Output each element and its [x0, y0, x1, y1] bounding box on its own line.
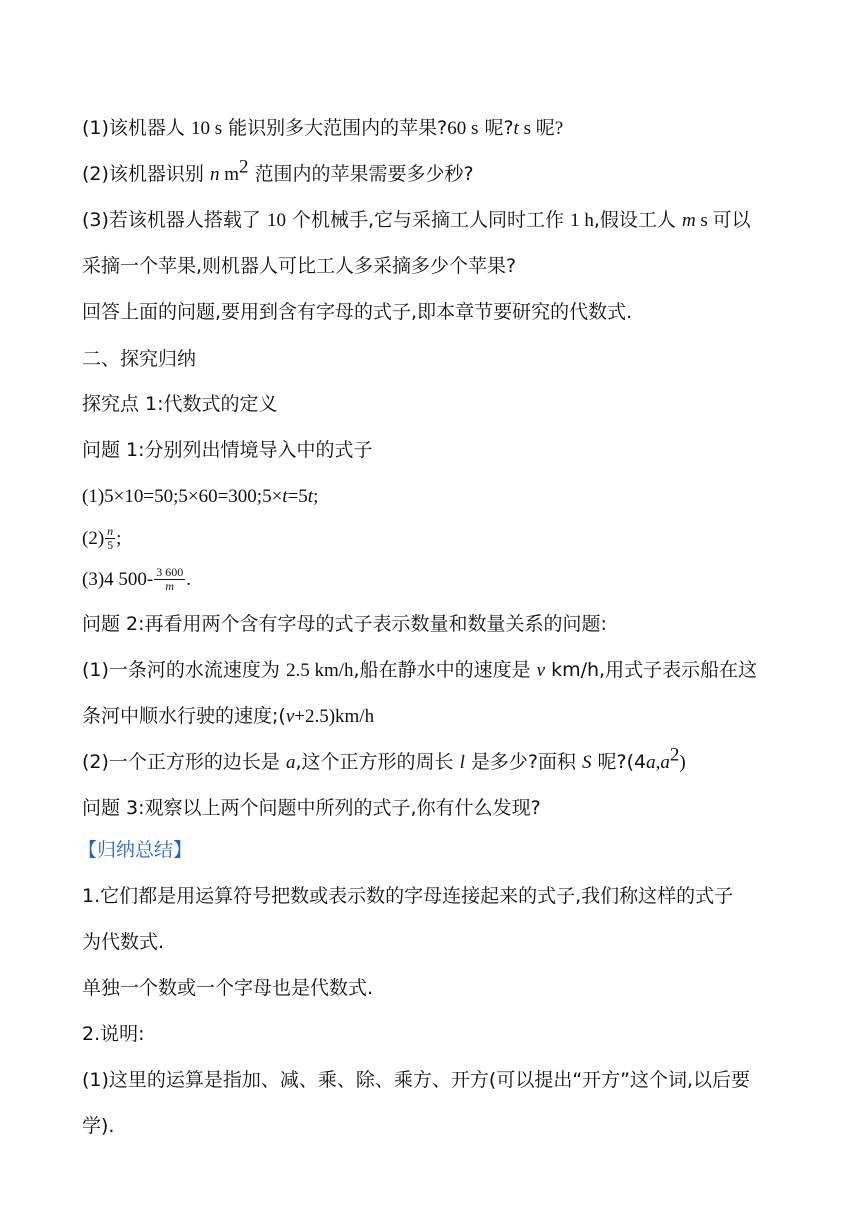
intro-conclusion: 回答上面的问题,要用到含有字母的式子,即本章节要研究的代数式.: [82, 301, 633, 323]
summary-2-item-1-line-2: 学).: [82, 1115, 115, 1137]
problem-2-item-2: (2)一个正方形的边长是 a,这个正方形的周长 l 是多少?面积 S 呢$?(4a,a^2)$: [82, 744, 686, 773]
question-1: (1)该机器人 10 s 能识别多大范围内的苹果?60 s 呢?t s 呢?: [82, 117, 564, 139]
question-2: (2)该机器识别 n $m^2$ 范围内的苹果需要多少秒?: [82, 156, 474, 185]
section-heading: 二、探究归纳: [82, 348, 197, 370]
answer-3: (3)4 500- $\frac{3 600}{m}$ .: [82, 565, 191, 593]
summary-1-note: 单独一个数或一个字母也是代数式.: [82, 977, 374, 999]
summary-2-item-1-line-1: (1)这里的运算是指加、减、乘、除、乘方、开方(可以提出“开方”这个词,以后要: [82, 1069, 751, 1091]
question-3-line-1: (3)若该机器人搭载了 10 个机械手,它与采摘工人同时工作 1 h,假设工人 m s 可以: [82, 209, 751, 231]
fraction-n-over-5: $\frac{n}{5}$: [107, 524, 114, 552]
summary-1-line-2: 为代数式.: [82, 931, 165, 953]
summary-2-heading: 2.说明:: [82, 1023, 145, 1045]
fraction-3600-over-m: $\frac{3 600}{m}$: [156, 565, 184, 593]
explore-point-1: 探究点 1:代数式的定义: [82, 393, 278, 415]
question-3-line-2: 采摘一个苹果,则机器人可比工人多采摘多少个苹果?: [82, 255, 517, 277]
problem-2: 问题 2:再看用两个含有字母的式子表示数量和数量关系的问题:: [82, 613, 607, 635]
summary-1-line-1: 1.它们都是用运算符号把数或表示数的字母连接起来的式子,我们称这样的式子: [82, 885, 734, 907]
answer-2: (2) $\frac{n}{5}$ ;: [82, 524, 122, 552]
answer-1: (1)5×10=50;5×60=300;5×t=5t;: [82, 486, 319, 507]
problem-2-item-1-line-1: (1)一条河的水流速度为 2.5 km/h,船在静水中的速度是 v km/h,用式子表示船在这: [82, 659, 758, 681]
problem-1: 问题 1:分别列出情境导入中的式子: [82, 439, 373, 461]
problem-2-item-1-line-2: 条河中顺水行驶的速度;(v+2.5)km/h: [82, 705, 375, 727]
problem-3: 问题 3:观察以上两个问题中所列的式子,你有什么发现?: [82, 797, 541, 819]
summary-heading: 【归纳总结】: [78, 839, 193, 861]
